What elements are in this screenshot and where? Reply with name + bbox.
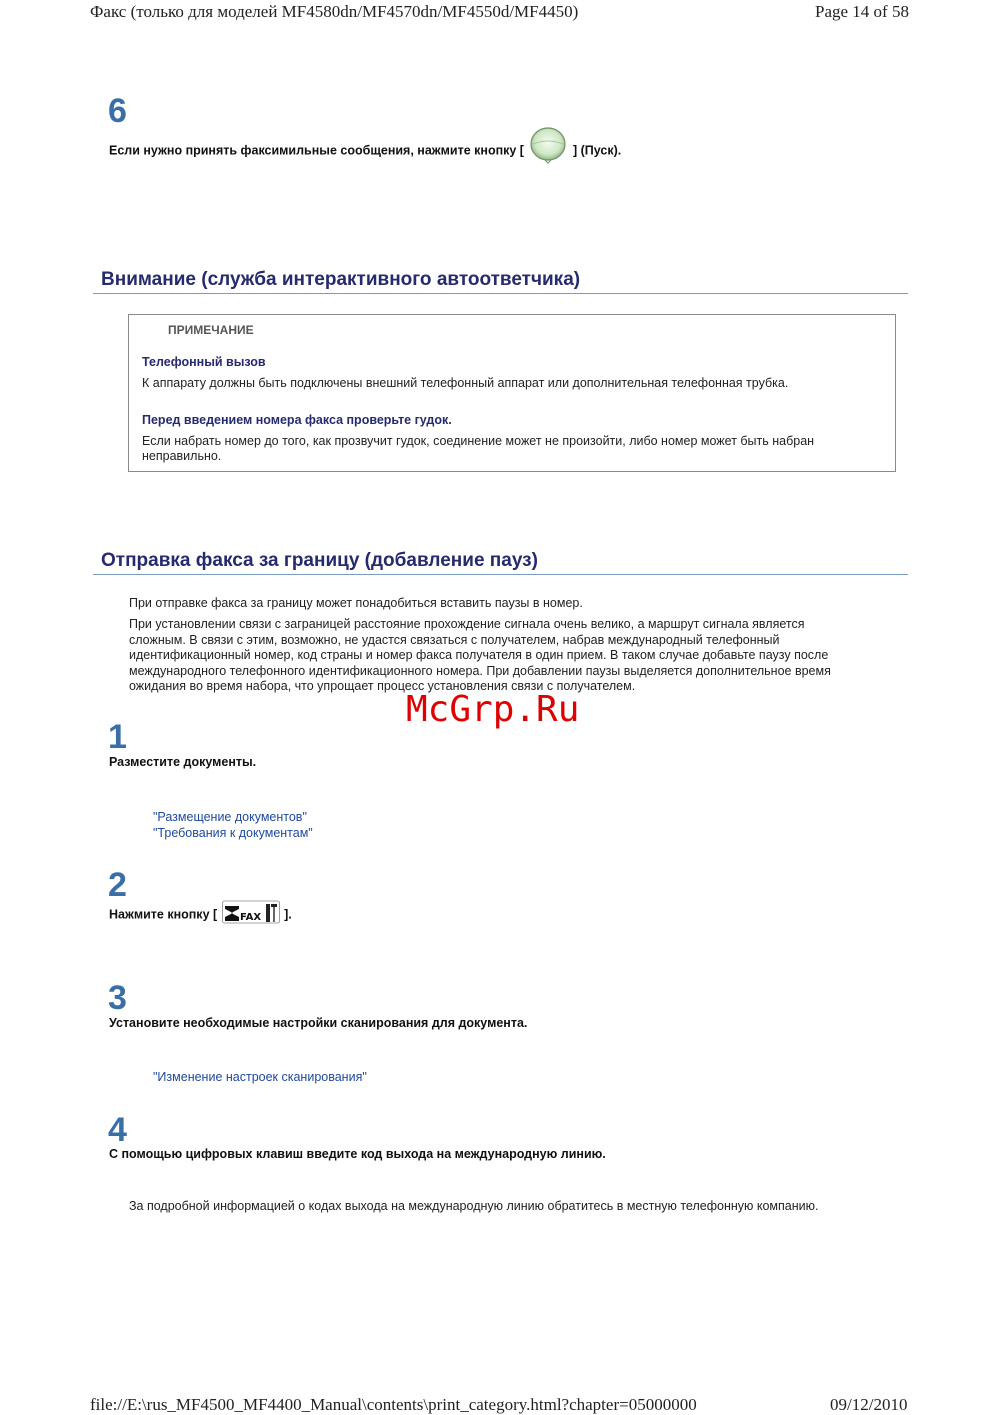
watermark: McGrp.Ru bbox=[406, 689, 580, 730]
explanation-line: ожидания во время набора, что упрощает процесс установления связи с получателем. bbox=[129, 679, 636, 693]
link-change-scan-settings[interactable]: "Изменение настроек сканирования" bbox=[153, 1070, 367, 1084]
explanation-line: международного телефонного идентификационного номера. При добавлении паузы выделяется дополнительное время bbox=[129, 663, 831, 678]
note-item-title-dial-tone: Перед введением номера факса проверьте гудок. bbox=[142, 413, 452, 427]
step-2-text-after: ]. bbox=[284, 907, 292, 922]
note-box bbox=[128, 314, 896, 472]
intro-paragraph: При отправке факса за границу может понадобиться вставить паузы в номер. bbox=[129, 596, 583, 610]
note-item-text-dial-tone-line2: неправильно. bbox=[142, 449, 222, 463]
note-item-text-dial-tone-line1: Если набрать номер до того, как прозвучит гудок, соединение может не произойти, либо номер может быть набран bbox=[142, 434, 815, 448]
footer-date: 09/12/2010 bbox=[830, 1395, 908, 1414]
section-divider bbox=[93, 574, 908, 575]
step-3-text: Установите необходимые настройки сканирования для документа. bbox=[109, 1016, 528, 1030]
note-header: ПРИМЕЧАНИЕ bbox=[168, 323, 254, 337]
section-title-answering-service: Внимание (служба интерактивного автоответчика) bbox=[101, 269, 581, 290]
step-number-3: 3 bbox=[108, 979, 127, 1017]
step-1-text: Разместите документы. bbox=[109, 755, 257, 769]
step-6-text-after: ] (Пуск). bbox=[572, 143, 622, 158]
note-item-title-phone-call: Телефонный вызов bbox=[142, 355, 266, 369]
step-2-text bbox=[109, 906, 292, 924]
footer-file-path: file://E:\rus_MF4500_MF4400_Manual\contents\print_category.html?chapter=05000000 bbox=[90, 1395, 697, 1414]
step-number-6: 6 bbox=[108, 92, 127, 130]
step-4-note: За подробной информацией о кодах выхода на международную линию обратитесь в местную телефонную компанию. bbox=[129, 1199, 819, 1213]
explanation-line: сложным. В связи с этим, возможно, не удастся связаться с получателем, набрав международный телефонный bbox=[129, 632, 780, 647]
step-6-text bbox=[109, 138, 621, 164]
step-number-1: 1 bbox=[108, 718, 127, 756]
step-2-text-before: Нажмите кнопку [ bbox=[109, 907, 218, 922]
document-title: Факс (только для моделей MF4580dn/MF4570dn/MF4550d/MF4450) bbox=[90, 2, 579, 21]
explanation-line: идентификационный номер, код страны и номер факса получателя в один прием. В таком случае добавьте паузу после bbox=[129, 648, 829, 662]
explanation-line: При установлении связи с заграницей расстояние прохождение сигнала очень велико, а маршрут сигнала является bbox=[129, 617, 805, 631]
page-number: Page 14 of 58 bbox=[815, 2, 909, 21]
note-item-text-phone-call: К аппарату должны быть подключены внешний телефонный аппарат или дополнительная телефонная трубка. bbox=[142, 376, 789, 390]
step-4-text: С помощью цифровых клавиш введите код выхода на международную линию. bbox=[109, 1147, 606, 1161]
explanation-paragraph bbox=[129, 617, 831, 695]
section-divider bbox=[93, 293, 908, 294]
fax-button-icon bbox=[222, 900, 280, 924]
svg-text:FAX: FAX bbox=[239, 912, 261, 923]
step-number-2: 2 bbox=[108, 866, 127, 904]
link-document-requirements[interactable]: "Требования к документам" bbox=[153, 826, 313, 840]
step-6-text-before: Если нужно принять факсимильные сообщения, нажмите кнопку [ bbox=[109, 143, 524, 158]
section-title-international-fax: Отправка факса за границу (добавление пауз) bbox=[101, 550, 538, 571]
step-number-4: 4 bbox=[108, 1111, 127, 1149]
start-button-icon bbox=[529, 124, 567, 164]
link-placing-documents[interactable]: "Размещение документов" bbox=[153, 810, 307, 824]
